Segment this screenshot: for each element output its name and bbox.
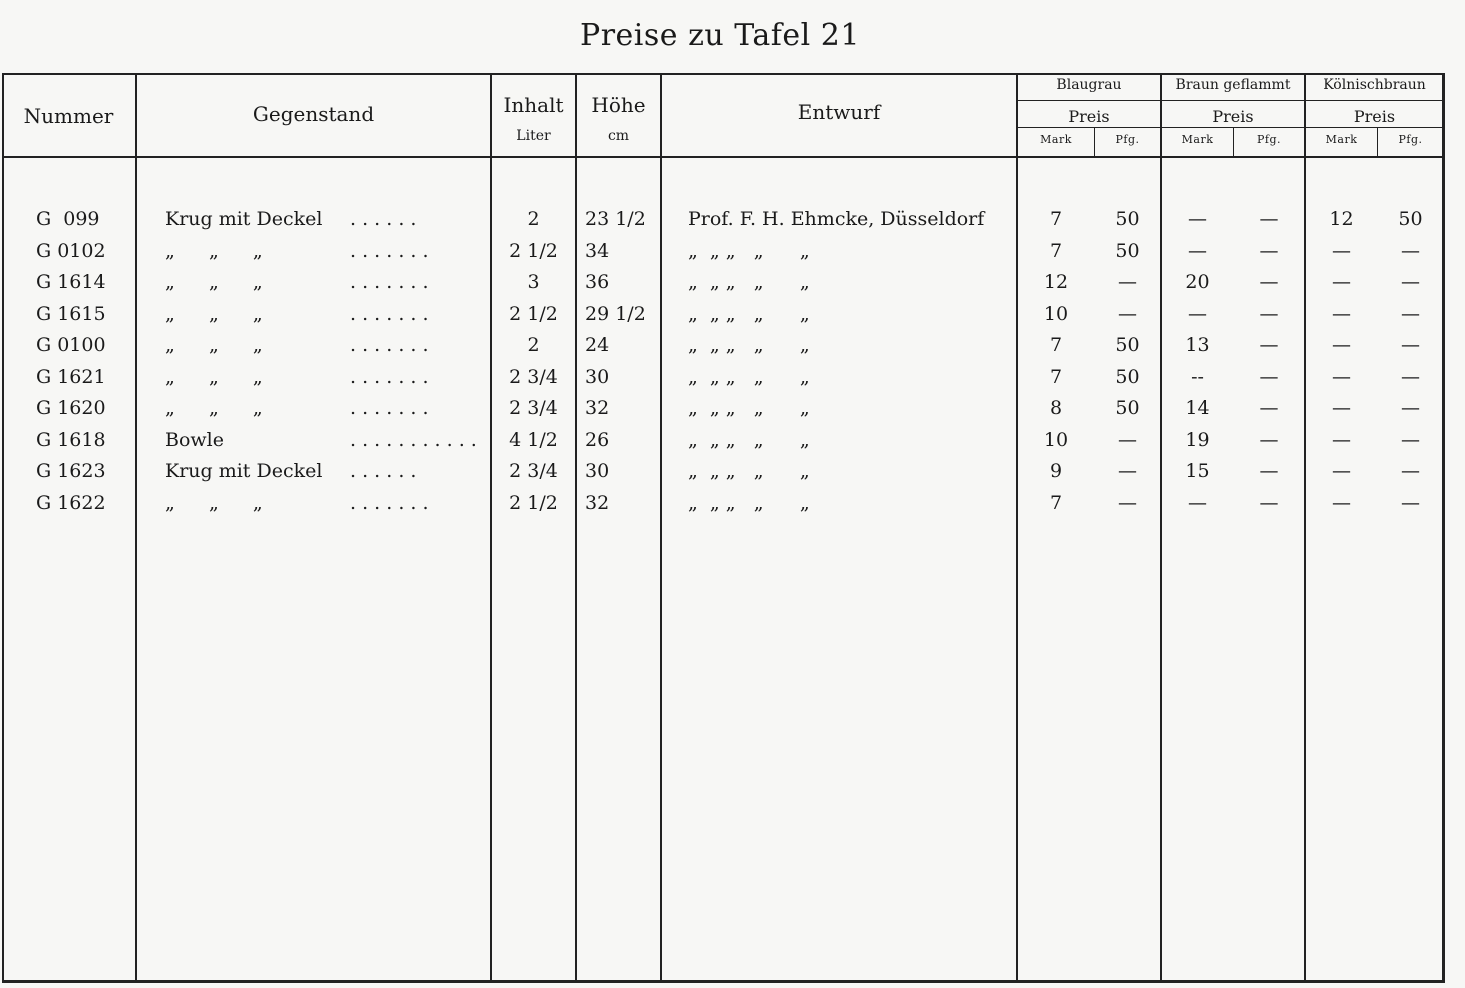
cell-br-mark: 20	[1185, 271, 1210, 293]
cell-nummer: G 0100	[36, 334, 106, 356]
cell-gegenstand: „ „ „	[165, 239, 267, 262]
cell-bg-pfg: 50	[1115, 239, 1140, 262]
cell-entwurf: „ „ „ „ „	[688, 397, 810, 419]
header-hoehe: Höhe	[591, 93, 646, 117]
cell-gegenstand: Bowle	[165, 428, 224, 451]
cell-kb-mark: —	[1332, 397, 1351, 419]
cell-gegenstand: „ „ „	[165, 271, 267, 293]
cell-br-mark: —	[1188, 491, 1207, 514]
cell-hoehe: 30	[585, 365, 610, 388]
cell-kb-pfg: —	[1401, 239, 1420, 262]
cell-hoehe: 29 1/2	[585, 302, 646, 325]
cell-entwurf: „ „ „ „ „	[688, 428, 810, 451]
cell-br-pfg: —	[1259, 239, 1279, 262]
header-koelnisch-mark: Mark	[1325, 133, 1358, 146]
header-braun-preis: Preis	[1212, 107, 1254, 126]
header-entwurf: Entwurf	[797, 100, 881, 124]
cell-inhalt: 2 3/4	[509, 460, 558, 482]
cell-bg-mark: 7	[1049, 239, 1063, 262]
header-inhalt: Inhalt	[503, 93, 564, 117]
cell-bg-pfg: —	[1118, 491, 1137, 514]
cell-gegenstand: Krug mit Deckel	[165, 208, 323, 230]
column-divider	[660, 73, 662, 983]
cell-dots: . . . . . . .	[350, 239, 429, 262]
cell-dots: . . . . . .	[350, 460, 417, 482]
cell-bg-mark: 10	[1043, 428, 1069, 451]
cell-kb-mark: —	[1332, 334, 1351, 356]
cell-br-mark: 15	[1185, 460, 1210, 482]
cell-bg-mark: 10	[1043, 302, 1069, 325]
cell-dots: . . . . . . .	[350, 334, 429, 356]
cell-kb-pfg: —	[1401, 365, 1420, 388]
header-blaugrau-pfg: Pfg.	[1115, 133, 1140, 146]
cell-gegenstand: Krug mit Deckel	[165, 460, 323, 482]
header-blaugrau-mark: Mark	[1040, 133, 1072, 146]
cell-gegenstand: „ „ „	[165, 302, 267, 325]
header-nummer: Nummer	[23, 104, 114, 128]
cell-dots: . . . . . . .	[350, 271, 429, 293]
cell-nummer: G 1614	[36, 271, 106, 293]
cell-br-mark: —	[1188, 208, 1207, 230]
cell-bg-mark: 7	[1049, 365, 1063, 388]
cell-kb-mark: 12	[1329, 208, 1354, 230]
cell-nummer: G 0102	[36, 239, 106, 262]
cell-bg-pfg: —	[1118, 428, 1137, 451]
column-divider	[135, 73, 137, 983]
cell-br-mark: 13	[1185, 334, 1210, 356]
cell-gegenstand: „ „ „	[165, 334, 267, 356]
cell-inhalt: 2 1/2	[509, 302, 558, 325]
cell-bg-mark: 8	[1049, 397, 1063, 419]
cell-inhalt: 3	[527, 271, 540, 293]
cell-bg-mark: 7	[1049, 208, 1063, 230]
cell-inhalt: 2	[527, 334, 540, 356]
cell-hoehe: 32	[585, 491, 610, 514]
cell-entwurf: Prof. F. H. Ehmcke, Düsseldorf	[688, 208, 985, 230]
cell-bg-mark: 7	[1049, 334, 1063, 356]
header-blaugrau-preis: Preis	[1068, 107, 1110, 126]
cell-kb-pfg: —	[1401, 428, 1420, 451]
cell-entwurf: „ „ „ „ „	[688, 302, 810, 325]
cell-br-mark: 19	[1185, 428, 1210, 451]
cell-nummer: G 1620	[36, 397, 106, 419]
cell-hoehe: 36	[585, 271, 610, 293]
cell-gegenstand: „ „ „	[165, 491, 267, 514]
cell-hoehe: 34	[585, 239, 610, 262]
cell-dots: . . . . . . .	[350, 302, 429, 325]
cell-hoehe: 32	[585, 397, 610, 419]
cell-br-mark: —	[1188, 239, 1207, 262]
cell-nummer: G 1615	[36, 302, 106, 325]
header-braun-geflammt: Braun geflammt	[1175, 77, 1291, 93]
cell-bg-pfg: 50	[1115, 397, 1140, 419]
cell-inhalt: 2 1/2	[509, 239, 558, 262]
header-hoehe-unit: cm	[607, 128, 630, 144]
cell-br-pfg: —	[1259, 428, 1279, 451]
cell-nummer: G 1618	[36, 428, 106, 451]
cell-entwurf: „ „ „ „ „	[688, 271, 810, 293]
cell-inhalt: 4 1/2	[509, 428, 558, 451]
cell-entwurf: „ „ „ „ „	[688, 365, 810, 388]
cell-entwurf: „ „ „ „ „	[688, 460, 810, 482]
cell-nummer: G 1621	[36, 365, 106, 388]
cell-br-pfg: —	[1259, 397, 1279, 419]
cell-bg-pfg: —	[1118, 271, 1137, 293]
cell-bg-pfg: —	[1118, 302, 1137, 325]
cell-hoehe: 26	[585, 428, 610, 451]
header-braun-pfg: Pfg.	[1256, 133, 1281, 146]
cell-bg-mark: 12	[1043, 271, 1069, 293]
cell-br-pfg: —	[1259, 302, 1279, 325]
cell-br-pfg: —	[1259, 491, 1279, 514]
cell-gegenstand: „ „ „	[165, 365, 267, 388]
cell-inhalt: 2	[527, 208, 540, 230]
cell-bg-mark: 9	[1049, 460, 1063, 482]
cell-kb-mark: —	[1332, 239, 1351, 262]
cell-bg-mark: 7	[1049, 491, 1063, 514]
cell-hoehe: 30	[585, 460, 610, 482]
cell-dots: . . . . . . .	[350, 491, 429, 514]
cell-kb-pfg: —	[1401, 302, 1420, 325]
column-divider	[575, 73, 577, 983]
preis-divider	[1018, 127, 1443, 128]
cell-bg-pfg: 50	[1115, 208, 1140, 230]
cell-br-pfg: —	[1259, 208, 1279, 230]
header-inhalt-unit: Liter	[516, 128, 551, 144]
cell-kb-pfg: —	[1401, 334, 1420, 356]
group-divider	[1018, 100, 1443, 101]
cell-hoehe: 24	[585, 334, 610, 356]
header-koelnischbraun: Kölnischbraun	[1323, 77, 1426, 93]
cell-dots: . . . . . . .	[350, 397, 429, 419]
cell-bg-pfg: 50	[1115, 334, 1140, 356]
header-braun-mark: Mark	[1181, 133, 1214, 146]
cell-bg-pfg: —	[1118, 460, 1137, 482]
cell-entwurf: „ „ „ „ „	[688, 334, 810, 356]
cell-kb-mark: —	[1332, 428, 1351, 451]
cell-br-pfg: —	[1259, 460, 1279, 482]
cell-nummer: G 099	[36, 208, 100, 230]
cell-entwurf: „ „ „ „ „	[688, 491, 810, 514]
cell-br-mark: 14	[1185, 397, 1210, 419]
cell-br-mark: --	[1191, 365, 1204, 388]
cell-kb-mark: —	[1332, 302, 1351, 325]
cell-br-pfg: —	[1259, 334, 1279, 356]
header-koelnisch-pfg: Pfg.	[1398, 133, 1423, 146]
cell-dots: . . . . . . .	[350, 365, 429, 388]
header-blaugrau: Blaugrau	[1056, 77, 1122, 93]
cell-kb-pfg: —	[1401, 491, 1420, 514]
cell-dots: . . . . . .	[350, 208, 417, 230]
cell-nummer: G 1623	[36, 460, 106, 482]
cell-kb-pfg: —	[1401, 271, 1420, 293]
cell-br-mark: —	[1188, 302, 1207, 325]
cell-hoehe: 23 1/2	[585, 208, 646, 230]
cell-dots: . . . . . . . . . . .	[350, 428, 477, 451]
cell-gegenstand: „ „ „	[165, 397, 267, 419]
cell-nummer: G 1622	[36, 491, 106, 514]
cell-kb-mark: —	[1332, 271, 1351, 293]
header-divider	[2, 156, 1443, 158]
cell-inhalt: 2 3/4	[509, 397, 558, 419]
cell-inhalt: 2 1/2	[509, 491, 558, 514]
cell-inhalt: 2 3/4	[509, 365, 558, 388]
cell-kb-pfg: —	[1401, 397, 1420, 419]
cell-kb-mark: —	[1332, 491, 1351, 514]
page-title: Preise zu Tafel 21	[580, 18, 860, 53]
header-gegenstand: Gegenstand	[252, 102, 375, 126]
cell-kb-mark: —	[1332, 460, 1351, 482]
header-koelnisch-preis: Preis	[1353, 107, 1396, 126]
cell-br-pfg: —	[1259, 365, 1279, 388]
cell-kb-mark: —	[1332, 365, 1351, 388]
cell-br-pfg: —	[1259, 271, 1279, 293]
cell-kb-pfg: 50	[1398, 208, 1423, 230]
cell-entwurf: „ „ „ „ „	[688, 239, 810, 262]
cell-kb-pfg: —	[1401, 460, 1420, 482]
cell-bg-pfg: 50	[1115, 365, 1140, 388]
